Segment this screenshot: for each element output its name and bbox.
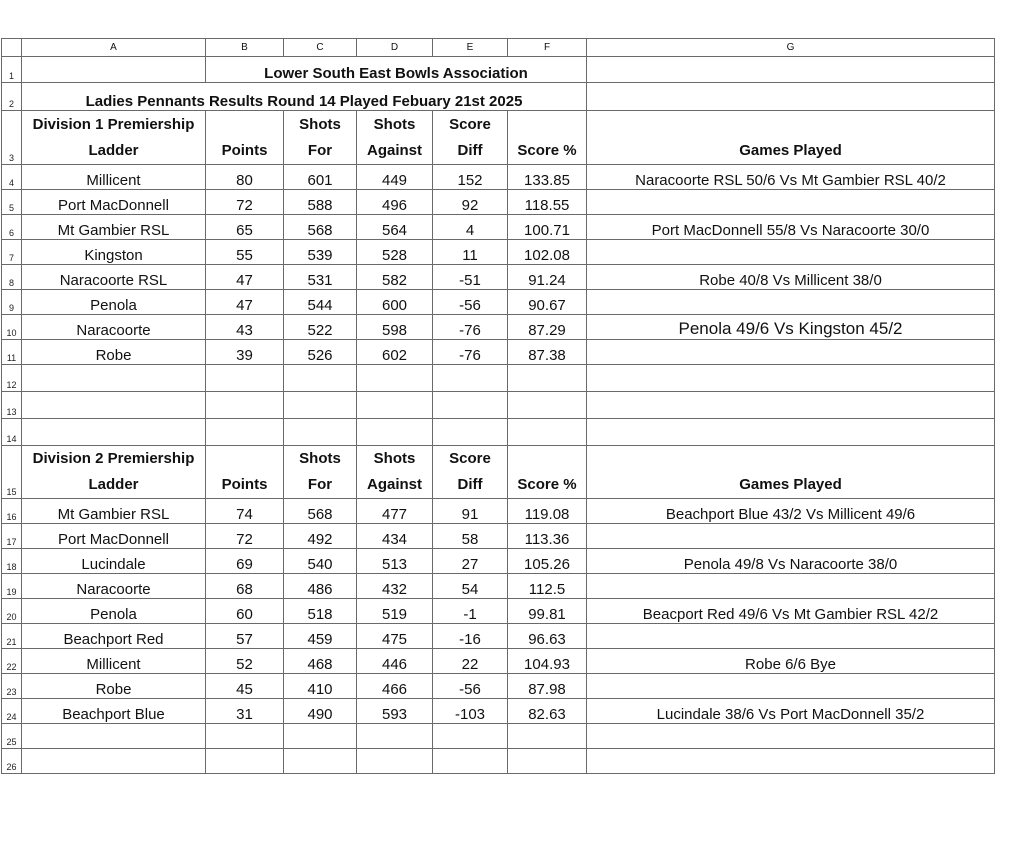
shots-against-value: 477 [357,499,433,524]
sheet-row [2,57,995,83]
empty-cell [22,365,206,392]
ladder-row [2,599,995,624]
game-result [587,574,995,599]
shots-against-header [357,446,433,499]
team-name: Beachport Red [22,624,206,649]
score-diff-value: -56 [433,290,508,315]
game-result [587,340,995,365]
points-value: 57 [206,624,284,649]
team-name: Naracoorte [22,315,206,340]
empty-cell [22,419,206,446]
games-played-header-line2: Games Played [739,142,842,159]
score-pct-value: 90.67 [508,290,587,315]
score-pct-header [508,446,587,499]
game-result [587,674,995,699]
empty-cell [206,365,284,392]
row-header[interactable]: 3 [2,111,22,165]
team-name: Millicent [22,649,206,674]
ladder-row [2,165,995,190]
team-name: Beachport Blue [22,699,206,724]
game-result [587,290,995,315]
points-header-line2: Points [221,476,268,493]
sheet-title: Lower South East Bowls Association [206,57,587,83]
team-name: Robe [22,674,206,699]
row-header[interactable]: 8 [2,265,22,290]
sheet-row [2,724,995,749]
empty-cell [206,419,284,446]
score-pct-value: 100.71 [508,215,587,240]
team-name: Penola [22,599,206,624]
game-result: Robe 40/8 Vs Millicent 38/0 [587,265,995,290]
empty-cell [508,724,587,749]
score-diff-header-line1: Score [449,116,491,133]
empty-cell [587,724,995,749]
empty-cell [508,419,587,446]
column-header-g[interactable]: G [587,39,995,57]
shots-against-value: 466 [357,674,433,699]
shots-for-value: 588 [284,190,357,215]
column-header-d[interactable]: D [357,39,433,57]
points-header-line2: Points [221,142,268,159]
empty-cell [587,365,995,392]
ladder-row [2,265,995,290]
ladder-row [2,649,995,674]
game-result: Robe 6/6 Bye [587,649,995,674]
row-header[interactable]: 25 [2,724,22,749]
ladder-row [2,340,995,365]
team-name: Mt Gambier RSL [22,499,206,524]
empty-cell [433,749,508,774]
game-result: Port MacDonnell 55/8 Vs Naracoorte 30/0 [587,215,995,240]
ladder-header [22,111,206,165]
score-diff-header [433,446,508,499]
shots-for-header-line1: Shots [299,116,341,133]
score-pct-value: 87.98 [508,674,587,699]
game-result [587,190,995,215]
empty-cell [587,419,995,446]
column-header-a[interactable]: A [22,39,206,57]
game-result: Penola 49/8 Vs Naracoorte 38/0 [587,549,995,574]
ladder-header-line2: Ladder [88,142,139,159]
row-header[interactable]: 13 [2,392,22,419]
score-pct-value: 87.29 [508,315,587,340]
shots-for-value: 468 [284,649,357,674]
points-value: 60 [206,599,284,624]
score-pct-value: 91.24 [508,265,587,290]
score-diff-value: -1 [433,599,508,624]
spreadsheet [1,38,995,774]
score-diff-value: 27 [433,549,508,574]
score-pct-value: 87.38 [508,340,587,365]
shots-for-header-line1: Shots [299,450,341,467]
game-result: Beachport Blue 43/2 Vs Millicent 49/6 [587,499,995,524]
column-header-f[interactable]: F [508,39,587,57]
sheet-row [2,749,995,774]
empty-cell [587,749,995,774]
shots-against-value: 519 [357,599,433,624]
row-header[interactable]: 20 [2,599,22,624]
row-header[interactable]: 17 [2,524,22,549]
points-value: 55 [206,240,284,265]
shots-for-value: 518 [284,599,357,624]
ladder-row [2,549,995,574]
game-result [587,240,995,265]
shots-against-value: 434 [357,524,433,549]
score-pct-value: 102.08 [508,240,587,265]
empty-cell [357,419,433,446]
shots-for-value: 490 [284,699,357,724]
sheet-row [2,365,995,392]
score-diff-value: -76 [433,340,508,365]
shots-for-value: 526 [284,340,357,365]
points-value: 47 [206,265,284,290]
shots-for-header [284,446,357,499]
team-name: Mt Gambier RSL [22,215,206,240]
row-header[interactable]: 19 [2,574,22,599]
shots-against-value: 602 [357,340,433,365]
score-diff-value: 91 [433,499,508,524]
points-value: 47 [206,290,284,315]
empty-cell [357,724,433,749]
shots-against-value: 600 [357,290,433,315]
team-name: Port MacDonnell [22,524,206,549]
row-header[interactable]: 10 [2,315,22,340]
row-header[interactable]: 2 [2,83,22,111]
empty-cell [587,392,995,419]
score-diff-value: 58 [433,524,508,549]
points-value: 74 [206,499,284,524]
empty-cell [284,392,357,419]
shots-against-value: 446 [357,649,433,674]
score-pct-value: 119.08 [508,499,587,524]
shots-for-value: 568 [284,215,357,240]
shots-for-value: 492 [284,524,357,549]
score-pct-header-line2: Score % [517,476,577,493]
ladder-row [2,499,995,524]
shots-for-value: 459 [284,624,357,649]
shots-for-value: 544 [284,290,357,315]
row-header[interactable]: 14 [2,419,22,446]
points-value: 72 [206,190,284,215]
shots-for-value: 486 [284,574,357,599]
score-pct-header [508,111,587,165]
points-header [206,111,284,165]
score-diff-value: 92 [433,190,508,215]
points-value: 45 [206,674,284,699]
sheet-row [2,419,995,446]
empty-cell [22,724,206,749]
empty-cell [433,419,508,446]
row-header[interactable]: 21 [2,624,22,649]
sheet-row [2,392,995,419]
row-header[interactable]: 4 [2,165,22,190]
game-result: Beacport Red 49/6 Vs Mt Gambier RSL 42/2 [587,599,995,624]
shots-against-header-line1: Shots [373,116,416,133]
row-header[interactable]: 24 [2,699,22,724]
team-name: Port MacDonnell [22,190,206,215]
shots-against-header [357,111,433,165]
row-header[interactable]: 26 [2,749,22,774]
empty-cell [357,749,433,774]
shots-against-value: 528 [357,240,433,265]
points-value: 65 [206,215,284,240]
empty-cell [357,392,433,419]
empty-cell [22,749,206,774]
points-value: 31 [206,699,284,724]
team-name: Robe [22,340,206,365]
score-diff-value: 4 [433,215,508,240]
empty-cell [508,749,587,774]
empty-cell [206,724,284,749]
score-diff-value: -16 [433,624,508,649]
game-result [587,624,995,649]
score-diff-value: -103 [433,699,508,724]
column-header-e[interactable]: E [433,39,508,57]
row-header[interactable]: 9 [2,290,22,315]
points-value: 39 [206,340,284,365]
empty-cell [284,749,357,774]
shots-for-header [284,111,357,165]
column-header-c[interactable]: C [284,39,357,57]
score-diff-value: -56 [433,674,508,699]
shots-against-header-line2: Against [366,142,422,159]
empty-cell [284,419,357,446]
team-name: Naracoorte RSL [22,265,206,290]
row-header[interactable]: 6 [2,215,22,240]
score-pct-value: 118.55 [508,190,587,215]
shots-against-value: 513 [357,549,433,574]
team-name: Lucindale [22,549,206,574]
ladder-header-line1: Division 1 Premiership [32,116,195,133]
column-header-row [2,39,995,57]
shots-against-value: 598 [357,315,433,340]
shots-against-value: 593 [357,699,433,724]
row-header[interactable]: 16 [2,499,22,524]
empty-cell [206,392,284,419]
sheet-row [2,83,995,111]
empty-cell [22,57,206,83]
shots-against-value: 582 [357,265,433,290]
score-pct-value: 105.26 [508,549,587,574]
game-result [587,524,995,549]
row-header[interactable]: 22 [2,649,22,674]
score-diff-value: -51 [433,265,508,290]
corner-cell[interactable] [2,39,22,57]
shots-against-value: 449 [357,165,433,190]
empty-cell [284,365,357,392]
empty-cell [433,392,508,419]
ladder-header-line1: Division 2 Premiership [32,450,195,467]
ladder-row [2,699,995,724]
shots-against-value: 564 [357,215,433,240]
shots-against-value: 432 [357,574,433,599]
row-header[interactable]: 12 [2,365,22,392]
score-diff-value: 54 [433,574,508,599]
score-pct-value: 133.85 [508,165,587,190]
points-value: 43 [206,315,284,340]
score-pct-value: 104.93 [508,649,587,674]
score-diff-value: 11 [433,240,508,265]
shots-for-value: 531 [284,265,357,290]
ladder-header-line2: Ladder [88,476,139,493]
game-result: Lucindale 38/6 Vs Port MacDonnell 35/2 [587,699,995,724]
game-result: Naracoorte RSL 50/6 Vs Mt Gambier RSL 40/2 [587,165,995,190]
points-value: 69 [206,549,284,574]
points-value: 72 [206,524,284,549]
score-diff-value: -76 [433,315,508,340]
row-header[interactable]: 18 [2,549,22,574]
empty-cell [22,392,206,419]
score-diff-value: 22 [433,649,508,674]
team-name: Millicent [22,165,206,190]
score-pct-value: 82.63 [508,699,587,724]
shots-for-value: 410 [284,674,357,699]
row-header[interactable]: 23 [2,674,22,699]
empty-cell [206,749,284,774]
ladder-row [2,215,995,240]
empty-cell [433,724,508,749]
game-result: Penola 49/6 Vs Kingston 45/2 [587,315,995,340]
shots-for-header-line2: For [307,142,333,159]
shots-for-value: 601 [284,165,357,190]
score-pct-header-line2: Score % [517,142,577,159]
games-played-header [587,111,995,165]
shots-against-value: 475 [357,624,433,649]
ladder-row [2,190,995,215]
ladder-row [2,624,995,649]
ladder-row [2,315,995,340]
empty-cell [357,365,433,392]
empty-cell [508,365,587,392]
games-played-header-line2: Games Played [739,476,842,493]
shots-for-value: 522 [284,315,357,340]
ladder-header [22,446,206,499]
shots-for-value: 539 [284,240,357,265]
empty-cell [587,57,995,83]
games-played-header [587,446,995,499]
score-diff-header [433,111,508,165]
score-diff-value: 152 [433,165,508,190]
column-header-b[interactable]: B [206,39,284,57]
score-diff-header-line2: Diff [457,476,483,493]
ladder-row [2,674,995,699]
points-value: 52 [206,649,284,674]
ladder-row [2,524,995,549]
team-name: Penola [22,290,206,315]
points-value: 68 [206,574,284,599]
ladder-row [2,574,995,599]
division-header-row [2,111,995,165]
team-name: Kingston [22,240,206,265]
shots-for-header-line2: For [307,476,333,493]
points-header [206,446,284,499]
points-value: 80 [206,165,284,190]
ladder-row [2,290,995,315]
score-pct-value: 96.63 [508,624,587,649]
empty-cell [433,365,508,392]
row-header[interactable]: 15 [2,446,22,499]
row-header[interactable]: 1 [2,57,22,83]
empty-cell [284,724,357,749]
ladder-row [2,240,995,265]
empty-cell [508,392,587,419]
division-header-row [2,446,995,499]
empty-cell [587,83,995,111]
score-pct-value: 113.36 [508,524,587,549]
team-name: Naracoorte [22,574,206,599]
sheet-subtitle: Ladies Pennants Results Round 14 Played Febuary 21st 2025 [22,83,587,111]
shots-against-header-line1: Shots [373,450,416,467]
row-header[interactable]: 7 [2,240,22,265]
score-pct-value: 99.81 [508,599,587,624]
score-pct-value: 112.5 [508,574,587,599]
row-header[interactable]: 11 [2,340,22,365]
shots-for-value: 568 [284,499,357,524]
shots-against-header-line2: Against [366,476,422,493]
score-diff-header-line1: Score [449,450,491,467]
score-diff-header-line2: Diff [457,142,483,159]
shots-for-value: 540 [284,549,357,574]
row-header[interactable]: 5 [2,190,22,215]
shots-against-value: 496 [357,190,433,215]
